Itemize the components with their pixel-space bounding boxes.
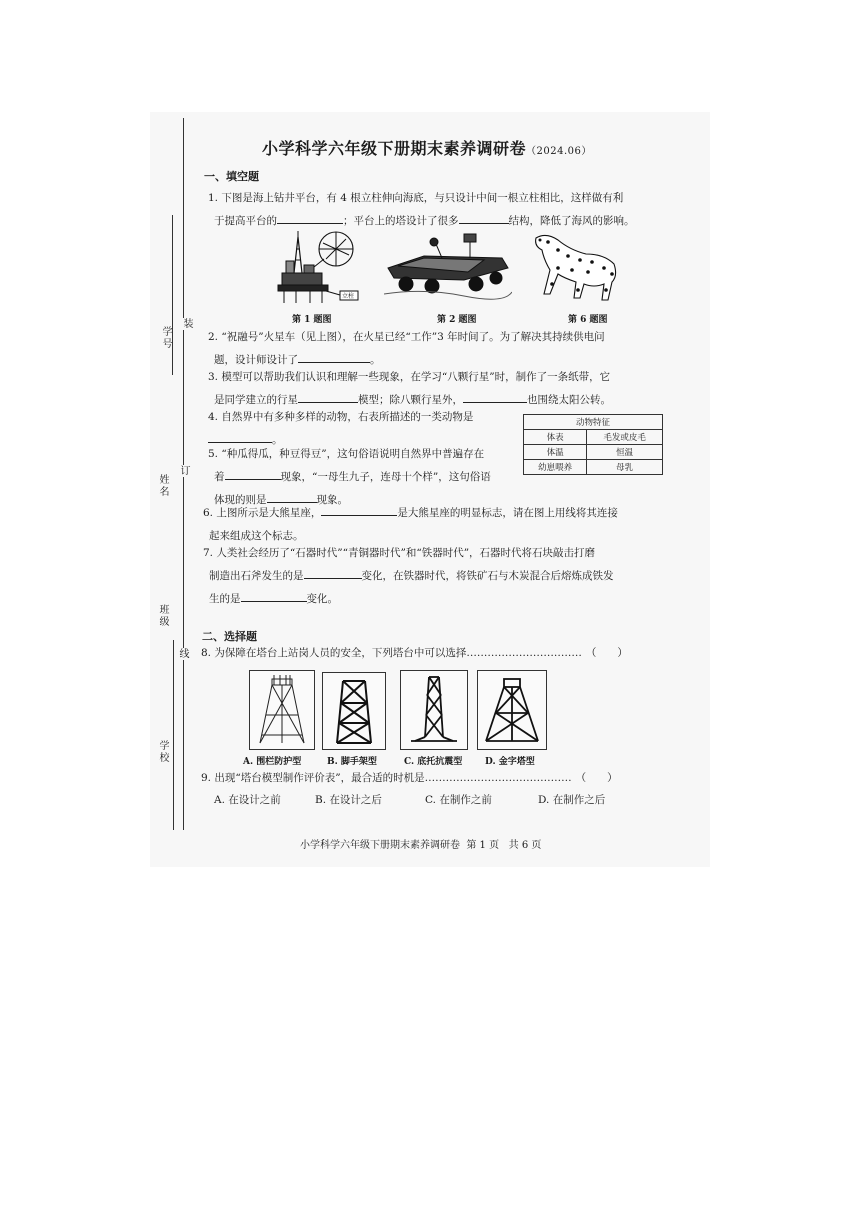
- q4-text-b: 。: [272, 434, 283, 446]
- class-label: 班级: [157, 604, 168, 628]
- q9-option-c[interactable]: C. 在制作之前: [425, 794, 492, 806]
- great-bear-constellation-figure: [528, 228, 624, 304]
- q5-text-b: 现象，“一母生九子，连母十个样”，这句俗语: [280, 471, 491, 483]
- q6-line-2: 起来组成这个标志。: [209, 530, 304, 542]
- q7-line-3: [203, 588, 614, 611]
- q2-text-b: 。: [370, 354, 381, 366]
- table-row: [524, 460, 663, 475]
- q5-text-d: 现象。: [316, 494, 348, 506]
- q7-answer-blank-2[interactable]: [241, 589, 307, 602]
- tower-option-c-image[interactable]: [400, 670, 468, 750]
- page-footer: [300, 836, 541, 851]
- q1-text-a: 于提高平台的: [214, 215, 277, 227]
- q6-line-1: [203, 502, 618, 525]
- q1-answer-blank-2[interactable]: [459, 211, 509, 224]
- q7-text-a: 制造出石斧发生的是: [209, 570, 304, 582]
- table-cell: 幼崽喂养: [524, 460, 587, 475]
- tower-option-a-image[interactable]: [249, 670, 315, 750]
- q1-text-c: 结构，降低了海风的影响。: [508, 215, 635, 227]
- q2-line-1: 2. “祝融号”火星车（见上图），在火星已经“工作”3 年时间了。为了解决其持续供电问: [208, 331, 605, 343]
- title-text: 小学科学六年级下册期末素养调研卷: [262, 139, 527, 158]
- table-cell: 体温: [524, 445, 587, 460]
- binding-mark-zhuang: 装: [181, 318, 192, 330]
- q8-answer-paren[interactable]: （ ）: [585, 647, 628, 659]
- q3-text-b: 模型；除八颗行星外，: [358, 394, 463, 406]
- page-title: [262, 136, 592, 159]
- name-label: 姓名: [157, 474, 168, 498]
- q6-text-b: 是大熊星座的明显标志，请在图上用线将其连接: [397, 507, 618, 519]
- animal-feature-table: [523, 414, 663, 475]
- q9-text: 9. 出现“塔台模型制作评价表”，最合适的时机是: [201, 772, 425, 784]
- q2-text-a: 题，设计师设计了: [214, 354, 298, 366]
- section-heading-fill-in: 一、填空题: [204, 170, 259, 183]
- q5-line-2: [208, 466, 491, 489]
- q3-answer-blank-1[interactable]: [298, 390, 358, 403]
- q4-line-1: 4. 自然界中有多种多样的动物，右表所描述的一类动物是: [208, 411, 474, 423]
- question-9: [201, 767, 618, 790]
- table-cell: 恒温: [587, 445, 663, 460]
- q8-text: 8. 为保障在塔台上站岗人员的安全，下列塔台中可以选择: [201, 647, 467, 659]
- q3-text-a: 是同学建立的行星: [214, 394, 298, 406]
- q5-text-a: 着: [214, 471, 225, 483]
- q3-line-1: 3. 模型可以帮助我们认识和理解一些现象，在学习“八颗行星”时，制作了一条纸带，它: [208, 371, 611, 383]
- q7-line-2: [203, 565, 614, 588]
- section-heading-multiple-choice: 二、选择题: [202, 630, 257, 643]
- q9-option-a[interactable]: A. 在设计之前: [214, 794, 281, 806]
- q3-answer-blank-2[interactable]: [463, 390, 527, 403]
- table-header: 动物特征: [524, 415, 663, 430]
- binding-line-lower: [173, 640, 174, 830]
- q6-answer-blank[interactable]: [321, 503, 397, 516]
- mars-rover-figure: [384, 228, 512, 300]
- school-label: 学校: [157, 740, 168, 764]
- footer-total: 共 6 页: [508, 840, 542, 851]
- pillar-label: 立柱: [342, 294, 355, 300]
- question-7: [203, 542, 614, 611]
- figure-caption-6: 第 6 题图: [568, 315, 608, 325]
- option-b-label[interactable]: B. 脚手架型: [327, 757, 377, 767]
- tower-option-d-image[interactable]: [477, 670, 547, 750]
- q1-answer-blank-1[interactable]: [277, 211, 343, 224]
- q5-line-1: 5. “种瓜得瓜，种豆得豆”，这句俗语说明自然界中普遍存在: [208, 448, 485, 460]
- table-cell: 毛发或皮毛: [587, 430, 663, 445]
- q9-option-b[interactable]: B. 在设计之后: [315, 794, 382, 806]
- q3-text-c: 也围绕太阳公转。: [527, 394, 611, 406]
- q7-line-1: 7. 人类社会经历了“石器时代”“青铜器时代”和“铁器时代”，石器时代将石块敲击打磨: [203, 547, 596, 559]
- table-row: [524, 445, 663, 460]
- q7-text-d: 变化。: [306, 593, 338, 605]
- q7-text-b: 变化，在铁器时代，将铁矿石与木炭混合后熔炼成铁发: [361, 570, 614, 582]
- q9-answer-paren[interactable]: （ ）: [575, 772, 618, 784]
- q1-text-b: ；平台上的塔设计了很多: [343, 215, 459, 227]
- option-a-label[interactable]: A. 围栏防护型: [243, 757, 302, 767]
- student-no-label: 学号: [160, 326, 171, 350]
- binding-line-upper: [172, 215, 173, 375]
- q7-answer-blank-1[interactable]: [304, 566, 362, 579]
- q9-dots: ……………………………………: [424, 772, 572, 784]
- option-c-label[interactable]: C. 底托抗震型: [404, 757, 463, 767]
- q5-text-c: 体现的则是: [214, 494, 267, 506]
- tower-option-b-image[interactable]: [322, 672, 386, 750]
- footer-page: 第 1 页: [466, 840, 500, 851]
- option-d-label[interactable]: D. 金字塔型: [485, 757, 535, 767]
- table-cell: 体表: [524, 430, 587, 445]
- q8-dots: ……………………………: [466, 647, 582, 659]
- drilling-platform-figure: [268, 225, 368, 307]
- q5-answer-blank-1[interactable]: [225, 467, 281, 480]
- q7-text-c: 生的是: [209, 593, 241, 605]
- q6-text-a: 6. 上图所示是大熊星座，: [203, 507, 322, 519]
- title-year: （2024.06）: [526, 146, 592, 157]
- q4-answer-blank[interactable]: [208, 430, 272, 443]
- binding-mark-xian: 线: [177, 648, 188, 660]
- figure-caption-2: 第 2 题图: [437, 315, 477, 325]
- q2-answer-blank[interactable]: [298, 350, 370, 363]
- q9-option-d[interactable]: D. 在制作之后: [538, 794, 606, 806]
- q1-line-1: 1. 下图是海上钻井平台，有 4 根立柱伸向海底，与只设计中间一根立柱相比，这样做有利: [208, 192, 624, 204]
- question-8: [201, 642, 628, 665]
- binding-mark-ding: 订: [178, 465, 189, 477]
- footer-title: 小学科学六年级下册期末素养调研卷: [300, 840, 460, 851]
- figure-caption-1: 第 1 题图: [292, 315, 332, 325]
- table-cell: 母乳: [587, 460, 663, 475]
- table-row: [524, 430, 663, 445]
